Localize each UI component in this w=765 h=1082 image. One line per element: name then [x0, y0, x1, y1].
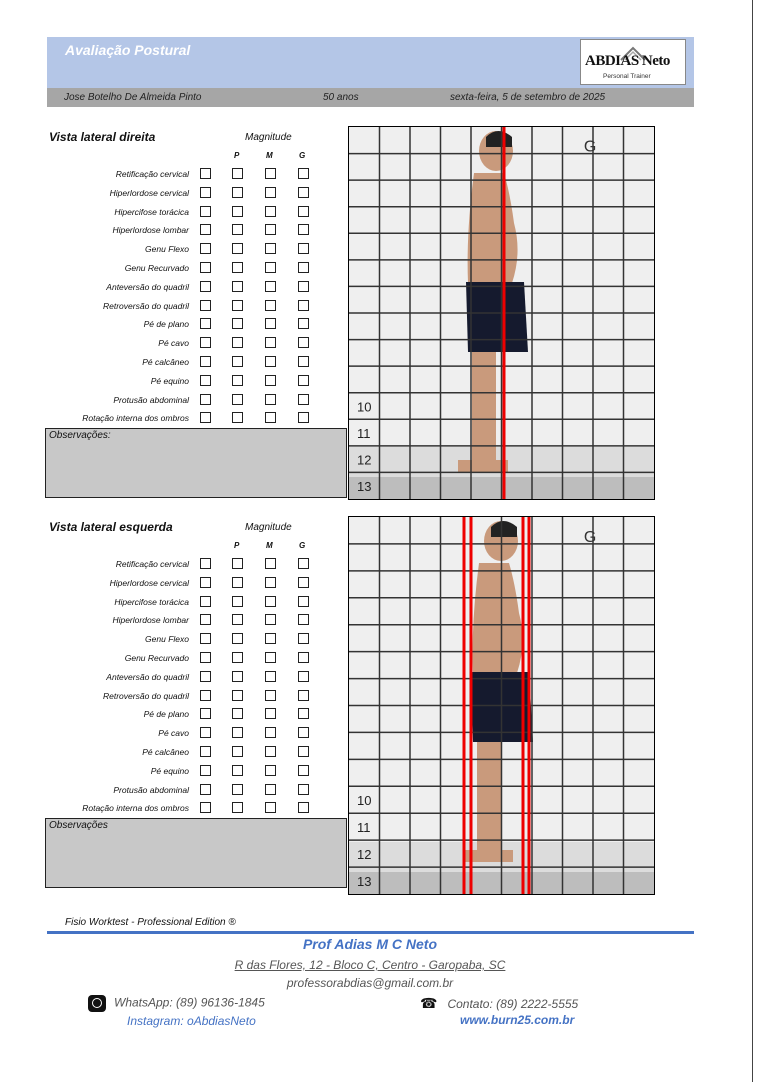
checklist-row [47, 651, 317, 666]
checkbox-p[interactable] [232, 746, 243, 757]
checkbox-presence[interactable] [200, 784, 211, 795]
checkbox-p[interactable] [232, 206, 243, 217]
checkbox-p[interactable] [232, 262, 243, 273]
checklist-item-label: Genu Flexo [145, 634, 189, 645]
checkbox-m[interactable] [265, 300, 276, 311]
brand-logo [580, 39, 686, 85]
checkbox-presence[interactable] [200, 746, 211, 757]
magnitude-m-header: M [266, 151, 273, 160]
report-title: Avaliação Postural [65, 42, 191, 58]
checkbox-p[interactable] [232, 281, 243, 292]
checklist-item-label: Retroversão do quadril [103, 690, 189, 701]
website-link[interactable]: www.burn25.com.br [460, 1013, 575, 1027]
observations-box[interactable] [45, 818, 347, 888]
grid-row-label: 11 [357, 820, 371, 836]
telephone-icon: ☎ [420, 995, 438, 1011]
checkbox-g[interactable] [298, 318, 309, 329]
checklist-item-label: Anteversão do quadril [106, 671, 189, 682]
checkbox-presence[interactable] [200, 577, 211, 588]
checkbox-g[interactable] [298, 802, 309, 813]
checkbox-g[interactable] [298, 356, 309, 367]
checkbox-g[interactable] [298, 671, 309, 682]
report-header [47, 37, 694, 88]
checklist-item-label: Hiperlordose cervical [109, 577, 189, 588]
checkbox-g[interactable] [298, 300, 309, 311]
magnitude-g-header: G [299, 541, 306, 550]
checkbox-m[interactable] [265, 337, 276, 348]
checkbox-p[interactable] [232, 802, 243, 813]
checkbox-m[interactable] [265, 375, 276, 386]
checklist-item-label: Pé de plano [143, 709, 189, 720]
checkbox-m[interactable] [265, 727, 276, 738]
checkbox-m[interactable] [265, 356, 276, 367]
section-title: Vista lateral esquerda [49, 520, 173, 534]
checkbox-p[interactable] [232, 300, 243, 311]
checkbox-presence[interactable] [200, 300, 211, 311]
checklist-row [47, 595, 317, 610]
checkbox-m[interactable] [265, 784, 276, 795]
checklist-item-label: Genu Flexo [145, 244, 189, 255]
checklist-row [47, 317, 317, 332]
checklist-item-label: Pé cavo [158, 338, 189, 349]
magnitude-m-header: M [266, 541, 273, 550]
checklist-row [47, 689, 317, 704]
checklist-row [47, 801, 317, 816]
patient-name: Jose Botelho De Almeida Pinto [64, 92, 202, 103]
checklist-row [47, 205, 317, 220]
checkbox-presence[interactable] [200, 224, 211, 235]
grid-row-label: 12 [357, 846, 372, 862]
checkbox-g[interactable] [298, 727, 309, 738]
checkbox-p[interactable] [232, 577, 243, 588]
checkbox-m[interactable] [265, 633, 276, 644]
checkbox-p[interactable] [232, 690, 243, 701]
checklist-item-label: Retroversão do quadril [103, 300, 189, 311]
checkbox-p[interactable] [232, 224, 243, 235]
magnitude-label: Magnitude [245, 522, 292, 533]
grid-row-label: 11 [357, 425, 371, 441]
patient-age: 50 anos [323, 92, 359, 103]
checklist-row [47, 261, 317, 276]
checkbox-presence[interactable] [200, 281, 211, 292]
checklist-item-label: Retificação cervical [115, 169, 189, 179]
checkbox-g[interactable] [298, 765, 309, 776]
logo-text: ABDIAS Neto [585, 53, 670, 69]
checkbox-p[interactable] [232, 168, 243, 179]
checklist-item-label: Rotação interna dos ombros [82, 413, 189, 424]
checkbox-p[interactable] [232, 765, 243, 776]
checkbox-m[interactable] [265, 652, 276, 663]
checklist-item-label: Pé equino [150, 765, 189, 776]
checkbox-presence[interactable] [200, 394, 211, 405]
checkbox-g[interactable] [298, 243, 309, 254]
checkbox-g[interactable] [298, 690, 309, 701]
checkbox-m[interactable] [265, 206, 276, 217]
checklist-item-label: Pé de plano [143, 319, 189, 330]
checkbox-g[interactable] [298, 577, 309, 588]
grid-row-label: 10 [357, 793, 372, 809]
checkbox-g[interactable] [298, 412, 309, 423]
checkbox-g[interactable] [298, 224, 309, 235]
checkbox-presence[interactable] [200, 206, 211, 217]
checkbox-m[interactable] [265, 412, 276, 423]
checkbox-p[interactable] [232, 652, 243, 663]
grid-corner-label: G [583, 528, 597, 546]
checklist-row [47, 355, 317, 370]
checkbox-g[interactable] [298, 375, 309, 386]
checkbox-presence[interactable] [200, 262, 211, 273]
observations-label: Observações: [49, 430, 111, 441]
checklist-row [47, 411, 317, 426]
checkbox-presence[interactable] [200, 802, 211, 813]
grid-row-label: 13 [357, 873, 372, 889]
checkbox-presence[interactable] [200, 727, 211, 738]
checkbox-g[interactable] [298, 633, 309, 644]
checkbox-g[interactable] [298, 558, 309, 569]
checkbox-p[interactable] [232, 412, 243, 423]
section-title: Vista lateral direita [49, 130, 156, 144]
checklist-item-label: Hiperlordose lombar [112, 225, 189, 236]
checklist-row [47, 186, 317, 201]
checkbox-m[interactable] [265, 224, 276, 235]
checklist-item-label: Anteversão do quadril [106, 281, 189, 292]
footer-divider [47, 931, 694, 934]
checkbox-m[interactable] [265, 614, 276, 625]
phone-contact [420, 995, 578, 1012]
checklist-row [47, 374, 317, 389]
grid-row-label: 13 [357, 479, 372, 495]
checklist-row [47, 783, 317, 798]
checkbox-g[interactable] [298, 262, 309, 273]
checkbox-presence[interactable] [200, 243, 211, 254]
checkbox-p[interactable] [232, 727, 243, 738]
checkbox-m[interactable] [265, 746, 276, 757]
checklist-item-label: Hipercifose torácica [114, 596, 189, 607]
checkbox-presence[interactable] [200, 633, 211, 644]
magnitude-label: Magnitude [245, 132, 292, 143]
software-brand: Fisio Worktest - Professional Edition ® [65, 917, 236, 928]
checkbox-m[interactable] [265, 596, 276, 607]
checklist-item-label: Pé calcâneo [142, 747, 189, 757]
checkbox-g[interactable] [298, 337, 309, 348]
checklist-row [47, 632, 317, 647]
checkbox-p[interactable] [232, 596, 243, 607]
checkbox-m[interactable] [265, 318, 276, 329]
checklist-item-label: Pé equino [150, 375, 189, 386]
checkbox-p[interactable] [232, 187, 243, 198]
checklist-item-label: Pé cavo [158, 728, 189, 739]
checkbox-m[interactable] [265, 168, 276, 179]
magnitude-g-header: G [299, 151, 306, 160]
checkbox-g[interactable] [298, 281, 309, 292]
checklist-row [47, 726, 317, 741]
checkbox-g[interactable] [298, 614, 309, 625]
posture-photo-grid [348, 516, 655, 895]
checkbox-m[interactable] [265, 558, 276, 569]
patient-info-bar [47, 88, 694, 107]
checklist-item-label: Genu Recurvado [124, 263, 189, 273]
checklist-item-label: Protusão abdominal [113, 784, 189, 795]
checkbox-m[interactable] [265, 802, 276, 813]
email[interactable]: professorabdias@gmail.com.br [286, 976, 454, 990]
checkbox-m[interactable] [265, 671, 276, 682]
checklist-item-label: Genu Recurvado [124, 653, 189, 663]
checkbox-g[interactable] [298, 746, 309, 757]
checkbox-p[interactable] [232, 614, 243, 625]
phone-text: Contato: (89) 2222-5555 [447, 997, 579, 1011]
checkbox-p[interactable] [232, 356, 243, 367]
checkbox-p[interactable] [232, 671, 243, 682]
checkbox-presence[interactable] [200, 375, 211, 386]
checkbox-g[interactable] [298, 168, 309, 179]
checkbox-presence[interactable] [200, 708, 211, 719]
checklist-row [47, 299, 317, 314]
observations-box[interactable] [45, 428, 347, 498]
instagram-link[interactable]: Instagram: oAbdiasNeto [127, 1014, 256, 1028]
observations-label: Observações [49, 820, 108, 831]
grid-row-label: 10 [357, 399, 372, 415]
checkbox-p[interactable] [232, 784, 243, 795]
checklist-row [47, 613, 317, 628]
checklist-item-label: Hipercifose torácica [114, 206, 189, 217]
checklist-row [47, 280, 317, 295]
checklist-row [47, 707, 317, 722]
address: R das Flores, 12 - Bloco C, Centro - Garopaba, SC [234, 958, 506, 972]
checkbox-p[interactable] [232, 318, 243, 329]
checklist-item-label: Pé calcâneo [142, 357, 189, 367]
checkbox-m[interactable] [265, 394, 276, 405]
checkbox-p[interactable] [232, 394, 243, 405]
checklist-row [47, 167, 317, 182]
checkbox-p[interactable] [232, 243, 243, 254]
checkbox-g[interactable] [298, 187, 309, 198]
checkbox-m[interactable] [265, 690, 276, 701]
checkbox-m[interactable] [265, 243, 276, 254]
checkbox-m[interactable] [265, 262, 276, 273]
checkbox-g[interactable] [298, 206, 309, 217]
whatsapp-icon [88, 995, 106, 1012]
checkbox-presence[interactable] [200, 652, 211, 663]
whatsapp-contact [88, 995, 265, 1012]
checklist-row [47, 576, 317, 591]
checkbox-m[interactable] [265, 281, 276, 292]
assessment-date: sexta-feira, 5 de setembro de 2025 [450, 92, 606, 103]
posture-photo-grid [348, 126, 655, 500]
checkbox-presence[interactable] [200, 187, 211, 198]
checkbox-presence[interactable] [200, 318, 211, 329]
checklist-item-label: Hiperlordose cervical [109, 187, 189, 198]
checkbox-presence[interactable] [200, 337, 211, 348]
checkbox-g[interactable] [298, 652, 309, 663]
checkbox-m[interactable] [265, 187, 276, 198]
checklist-item-label: Retificação cervical [115, 559, 189, 569]
checkbox-p[interactable] [232, 708, 243, 719]
checklist-item-label: Rotação interna dos ombros [82, 803, 189, 814]
checkbox-presence[interactable] [200, 168, 211, 179]
checklist-row [47, 764, 317, 779]
checklist-row [47, 336, 317, 351]
checkbox-p[interactable] [232, 337, 243, 348]
checkbox-m[interactable] [265, 708, 276, 719]
checkbox-p[interactable] [232, 558, 243, 569]
checkbox-presence[interactable] [200, 614, 211, 625]
checkbox-presence[interactable] [200, 671, 211, 682]
grid-corner-label: G [583, 138, 597, 156]
checkbox-g[interactable] [298, 596, 309, 607]
checkbox-presence[interactable] [200, 596, 211, 607]
checkbox-g[interactable] [298, 784, 309, 795]
professional-name: Prof Adias M C Neto [302, 936, 438, 952]
magnitude-p-header: P [234, 151, 240, 160]
checklist-row [47, 242, 317, 257]
grid-row-label: 12 [357, 452, 372, 468]
checkbox-presence[interactable] [200, 412, 211, 423]
checkbox-m[interactable] [265, 765, 276, 776]
page-right-border [752, 0, 753, 1082]
checklist-row [47, 223, 317, 238]
checkbox-p[interactable] [232, 375, 243, 386]
checkbox-m[interactable] [265, 577, 276, 588]
logo-subtext: Personal Trainer [603, 73, 651, 80]
checklist-row [47, 393, 317, 408]
checklist-row [47, 745, 317, 760]
checklist-item-label: Hiperlordose lombar [112, 615, 189, 626]
checkbox-presence[interactable] [200, 765, 211, 776]
checkbox-presence[interactable] [200, 356, 211, 367]
checkbox-p[interactable] [232, 633, 243, 644]
magnitude-p-header: P [234, 541, 240, 550]
checklist-row [47, 557, 317, 572]
checkbox-g[interactable] [298, 708, 309, 719]
checklist-row [47, 670, 317, 685]
checkbox-g[interactable] [298, 394, 309, 405]
checkbox-presence[interactable] [200, 558, 211, 569]
checklist-item-label: Protusão abdominal [113, 394, 189, 405]
whatsapp-text: WhatsApp: (89) 96136-1845 [114, 995, 265, 1010]
checkbox-presence[interactable] [200, 690, 211, 701]
